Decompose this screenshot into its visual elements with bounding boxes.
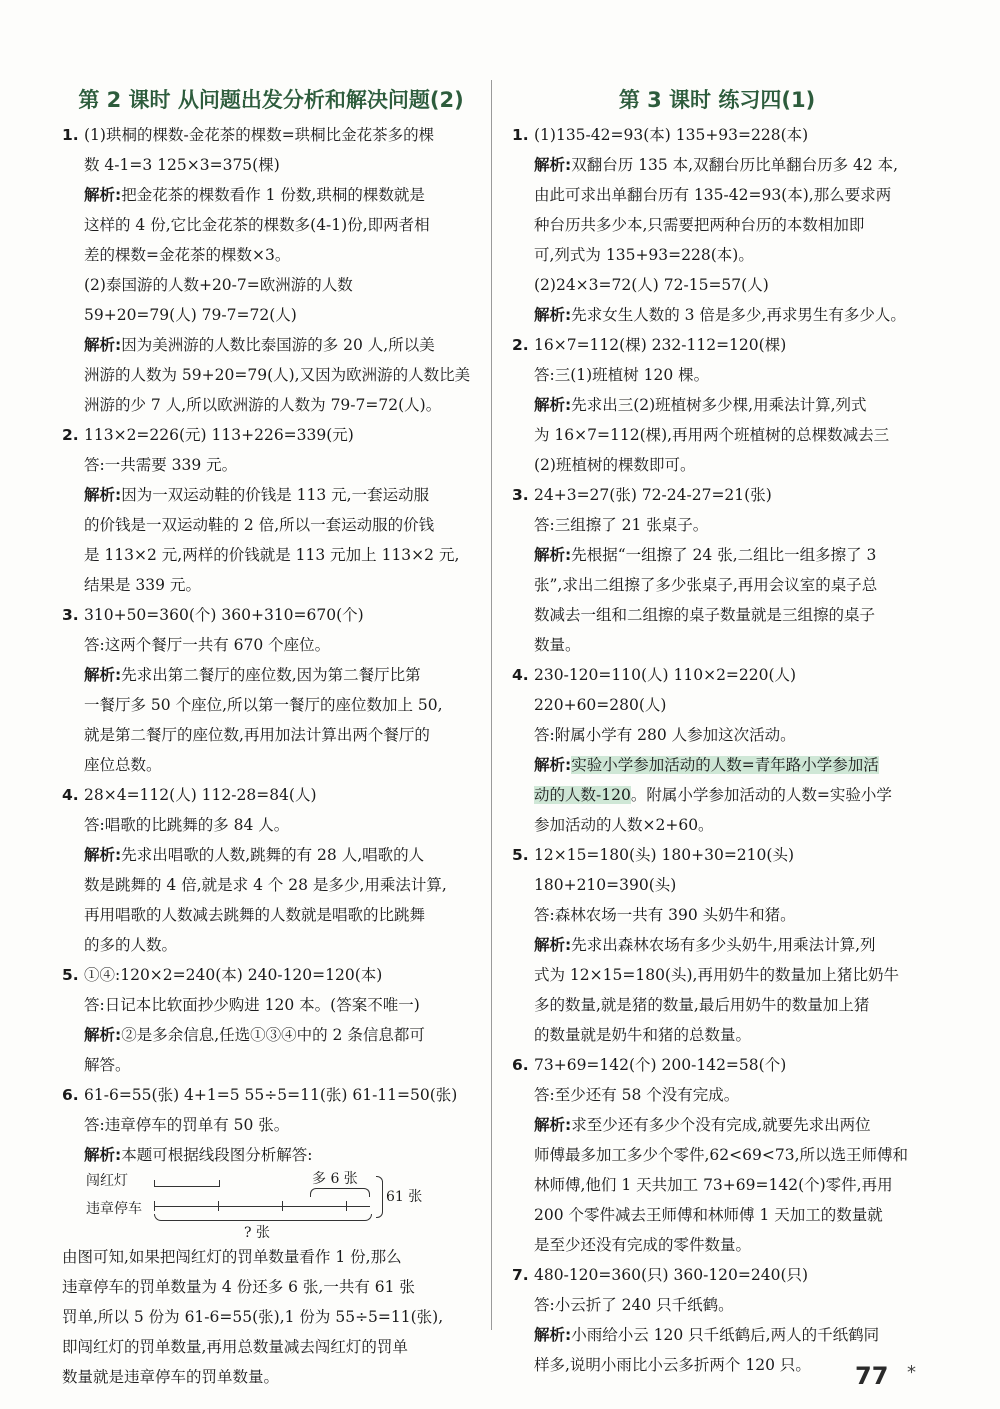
line-text: 先求女生人数的 3 倍是多少,再求男生有多少人。 [571,306,906,324]
text-line: 违章停车的罚单数量为 4 份还多 6 张,一共有 61 张 [62,1278,415,1296]
text-line [512,780,922,810]
text-line [512,540,922,570]
text-line [62,630,480,660]
text-line [512,1260,922,1290]
page-number: 77 [855,1362,889,1390]
text-line [62,330,480,360]
text-line [62,180,480,210]
text-line [512,960,922,990]
question-number: 5. [512,846,529,864]
text-line [512,330,922,360]
text-line [512,180,922,210]
text-line [512,1170,922,1200]
text-line [62,960,480,990]
analysis-label: 解析: [84,1026,122,1044]
line-text: (2)泰国游的人数+20-7=欧洲游的人数 [84,276,353,294]
line-text: 先根据“一组擦了 24 张,二组比一组多擦了 3 [571,546,877,564]
question-number: 7. [512,1266,529,1284]
analysis-label: 解析: [534,306,572,324]
line-text: 答:小云折了 240 只千纸鹤。 [534,1296,734,1314]
right-column [512,80,922,1380]
text-line [62,780,480,810]
question-3 [62,600,480,780]
line-text: 先求出森林农场有多少头奶牛,用乘法计算,列 [571,936,876,954]
diagram-label-total: 61 张 [386,1189,423,1205]
text-line [512,360,922,390]
question-number: 6. [62,1086,79,1104]
text-line [512,900,922,930]
text-line [62,240,480,270]
text-line [512,630,922,660]
question-number: 3. [512,486,529,504]
text-line [512,690,922,720]
question-6 [512,1050,922,1260]
line-text: 答:唱歌的比跳舞的多 84 人。 [84,816,290,834]
text-line [62,300,480,330]
line-text: 答:违章停车的罚单有 50 张。 [84,1116,290,1134]
text-line [512,990,922,1020]
text-line [512,1230,922,1260]
line-text: 是 113×2 元,两样的价钱就是 113 元加上 113×2 元, [84,546,460,564]
question-number: 5. [62,966,79,984]
text-line [512,120,922,150]
question-2 [62,420,480,600]
line-text: 小雨给小云 120 只千纸鹤后,两人的千纸鹤同 [571,1326,880,1344]
analysis-label: 解析: [534,156,572,174]
text-line [62,390,480,420]
text-line [512,810,922,840]
question-6 [62,1080,480,1170]
text-line [62,510,480,540]
text-line [62,150,480,180]
line-text: 式为 12×15=180(头),再用奶牛的数量加上猪比奶牛 [534,966,899,984]
line-text: 这样的 4 份,它比金花茶的棵数多(4-1)份,即两者相 [84,216,430,234]
text-line [512,420,922,450]
line-text: 答:附属小学有 280 人参加这次活动。 [534,726,796,744]
line-text: 林师傅,他们 1 天共加工 73+69=142(个)零件,再用 [534,1176,893,1194]
line-text: 先求出三(2)班植树多少棵,用乘法计算,列式 [571,396,867,414]
question-number: 2. [62,426,79,444]
left-column [62,80,480,1392]
text-line [62,1020,480,1050]
text-line [62,990,480,1020]
text-line [62,750,480,780]
line-text: (1)135-42=93(本) 135+93=228(本) [534,126,809,144]
analysis-label: 解析: [534,396,572,414]
line-text: 答:这两个餐厅一共有 670 个座位。 [84,636,331,654]
text-line [62,1140,480,1170]
text-line [512,300,922,330]
diagram-label-parking: 违章停车 [86,1201,142,1217]
line-text: (1)珙桐的棵数-金花茶的棵数=珙桐比金花茶多的棵 [84,126,435,144]
text-line: 即闯红灯的罚单数量,再用总数量减去闯红灯的罚单 [62,1338,408,1356]
analysis-label: 解析: [84,186,122,204]
text-line [62,570,480,600]
text-line [512,1080,922,1110]
line-text: 数量。 [534,636,581,654]
question-4 [512,660,922,840]
question-number: 4. [512,666,529,684]
line-text: 先求出第二餐厅的座位数,因为第二餐厅比第 [121,666,421,684]
question-5 [62,960,480,1080]
text-line [512,840,922,870]
text-line [62,660,480,690]
text-line [512,1290,922,1320]
line-text: 张”,求出二组擦了多少张桌子,再用会议室的桌子总 [534,576,878,594]
line-text: 差的棵数=金花茶的棵数×3。 [84,246,291,264]
text-line: 由图可知,如果把闯红灯的罚单数量看作 1 份,那么 [62,1248,402,1266]
line-text: 310+50=360(个) 360+310=670(个) [84,606,364,624]
text-line [512,510,922,540]
line-text: 就是第二餐厅的座位数,再用加法计算出两个餐厅的 [84,726,430,744]
text-line [512,1200,922,1230]
text-line [62,1050,480,1080]
line-text: ①④:120×2=240(本) 240-120=120(本) [84,966,383,984]
analysis-label: 解析: [84,486,122,504]
question-number: 4. [62,786,79,804]
question-number: 2. [512,336,529,354]
question-2 [512,330,922,480]
text-line [512,1140,922,1170]
text-line [512,1050,922,1080]
text-line [62,210,480,240]
text-line [62,1110,480,1140]
line-text: 参加活动的人数×2+60。 [534,816,714,834]
total-brace [376,1176,383,1218]
line-text: 480-120=360(只) 360-120=240(只) [534,1266,809,1284]
line-text: 把金花茶的棵数看作 1 份数,珙桐的棵数就是 [121,186,425,204]
text-line [62,120,480,150]
analysis-label: 解析: [84,1146,122,1164]
lesson-3-heading: 第 3 课时 练习四(1) [618,88,816,112]
line-text: 61-6=55(张) 4+1=5 55÷5=11(张) 61-11=50(张) [84,1086,458,1104]
question-number: 6. [512,1056,529,1074]
line-text: (2)24×3=72(人) 72-15=57(人) [534,276,769,294]
line-text: 数是跳舞的 4 倍,就是求 4 个 28 是多少,用乘法计算, [84,876,447,894]
line-text: 求至少还有多少个没有完成,就要先求出两位 [571,1116,871,1134]
question-1 [512,120,922,330]
line-text: 答:三(1)班植树 120 棵。 [534,366,710,384]
line-text: 数减去一组和二组擦的桌子数量就是三组擦的桌子 [534,606,876,624]
line-text: 答:日记本比软面抄少购进 120 本。(答案不唯一) [84,996,420,1014]
red-light-segment [154,1180,220,1187]
line-text: 73+69=142(个) 200-142=58(个) [534,1056,787,1074]
line-text: 的价钱是一双运动鞋的 2 倍,所以一套运动服的价钱 [84,516,435,534]
line-text: 因为美洲游的人数比泰国游的多 20 人,所以美 [121,336,435,354]
analysis-label: 解析: [534,936,572,954]
text-line [62,870,480,900]
text-line [512,750,922,780]
line-text: 样多,说明小雨比小云多折两个 120 只。 [534,1356,811,1374]
line-text: 答:森林农场一共有 390 头奶牛和猪。 [534,906,796,924]
column-divider [491,80,492,1330]
line-text: 因为一双运动鞋的价钱是 113 元,一套运动服 [121,486,430,504]
text-line [62,270,480,300]
text-line [512,240,922,270]
extra-brace [310,1188,370,1197]
line-text: 洲游的少 7 人,所以欧洲游的人数为 79-7=72(人)。 [84,396,442,414]
line-text: 再用唱歌的人数减去跳舞的人数就是唱歌的比跳舞 [84,906,426,924]
question-brace [154,1214,372,1221]
line-text: 双翻台历 135 本,双翻台历比单翻台历多 42 本, [571,156,899,174]
text-line [512,930,922,960]
text-line [62,840,480,870]
analysis-label: 解析: [534,1326,572,1344]
text-line [62,930,480,960]
line-text: 先求出唱歌的人数,跳舞的有 28 人,唱歌的人 [121,846,425,864]
analysis-label: 解析: [534,1116,572,1134]
diagram-label-red-light: 闯红灯 [86,1173,128,1189]
line-text: 答:至少还有 58 个没有完成。 [534,1086,740,1104]
text-line [512,570,922,600]
line-text: 洲游的人数为 59+20=79(人),又因为欧洲游的人数比美 [84,366,471,384]
analysis-label: 解析: [84,846,122,864]
text-line [512,1320,922,1350]
text-line [512,720,922,750]
line-text: (2)班植树的棵数即可。 [534,456,696,474]
text-line [512,600,922,630]
text-line: 罚单,所以 5 份为 61-6=55(张),1 份为 55÷5=11(张), [62,1308,444,1326]
diagram-label-question: ? 张 [244,1225,270,1241]
highlighted-text: 实验小学参加活动的人数=青年路小学参加活 [571,756,879,774]
text-line [512,450,922,480]
page-mark: * [907,1362,916,1383]
line-text: 解答。 [84,1056,131,1074]
text-line [62,420,480,450]
analysis-label: 解析: [534,756,572,774]
right-questions [512,120,922,1380]
question-number: 1. [62,126,79,144]
text-line [62,540,480,570]
parking-ticks [154,1201,370,1211]
line-text: 为 16×7=112(棵),再用两个班植树的总棵数减去三 [534,426,890,444]
line-text: 的多的人数。 [84,936,178,954]
question-number: 1. [512,126,529,144]
question-5 [512,840,922,1050]
line-text: ②是多余信息,任选①③④中的 2 条信息都可 [121,1026,425,1044]
line-text: 220+60=280(人) [534,696,667,714]
text-line [512,1110,922,1140]
question-number: 3. [62,606,79,624]
line-text: 数 4-1=3 125×3=375(棵) [84,156,280,174]
text-line [512,270,922,300]
line-text: 的数量就是奶牛和猪的总数量。 [534,1026,752,1044]
line-text: 师傅最多加工多少个零件,62<69<73,所以选王师傅和 [534,1146,908,1164]
line-text: 由此可求出单翻台历有 135-42=93(本),那么要求两 [534,186,892,204]
text-line [62,450,480,480]
text-line [512,660,922,690]
question-1 [62,120,480,420]
line-text: 113×2=226(元) 113+226=339(元) [84,426,354,444]
left-tail-text [62,1242,480,1392]
line-text: 本题可根据线段图分析解答: [121,1146,313,1164]
line-text: 12×15=180(头) 180+30=210(头) [534,846,794,864]
line-text: 200 个零件减去王师傅和林师傅 1 天加工的数量就 [534,1206,883,1224]
line-text: 一餐厅多 50 个座位,所以第一餐厅的座位数加上 50, [84,696,443,714]
text-line [512,150,922,180]
line-text: 答:一共需要 339 元。 [84,456,238,474]
line-text: 59+20=79(人) 79-7=72(人) [84,306,297,324]
line-text: 24+3=27(张) 72-24-27=21(张) [534,486,772,504]
question-4 [62,780,480,960]
highlighted-text: 动的人数-120 [534,786,631,804]
left-questions [62,120,480,1170]
text-line [62,900,480,930]
line-text: 多的数量,就是猪的数量,最后用奶牛的数量加上猪 [534,996,870,1014]
text-line [62,1080,480,1110]
lesson-2-heading: 第 2 课时 从问题出发分析和解决问题(2) [78,88,464,112]
line-text: 是至少还没有完成的零件数量。 [534,1236,752,1254]
line-text: 种台历共多少本,只需要把两种台历的本数相加即 [534,216,865,234]
text-line [512,1020,922,1050]
text-line [62,810,480,840]
analysis-label: 解析: [84,666,122,684]
text-line [62,480,480,510]
diagram-label-extra: 多 6 张 [312,1171,358,1187]
analysis-label: 解析: [84,336,122,354]
text-line [62,720,480,750]
line-text: 28×4=112(人) 112-28=84(人) [84,786,317,804]
segment-diagram [84,1170,480,1242]
line-text: 230-120=110(人) 110×2=220(人) [534,666,797,684]
text-line [512,480,922,510]
text-line [62,690,480,720]
line-text: 答:三组擦了 21 张桌子。 [534,516,709,534]
line-text: 可,列式为 135+93=228(本)。 [534,246,754,264]
line-text: 16×7=112(棵) 232-112=120(棵) [534,336,787,354]
text-line [512,390,922,420]
analysis-label: 解析: [534,546,572,564]
line-text: 。附属小学参加活动的人数=实验小学 [630,786,892,804]
text-line [512,210,922,240]
text-line [512,870,922,900]
text-line [62,600,480,630]
question-3 [512,480,922,660]
line-text: 180+210=390(头) [534,876,677,894]
text-line [62,360,480,390]
line-text: 结果是 339 元。 [84,576,201,594]
text-line: 数量就是违章停车的罚单数量。 [62,1368,280,1386]
line-text: 座位总数。 [84,756,162,774]
